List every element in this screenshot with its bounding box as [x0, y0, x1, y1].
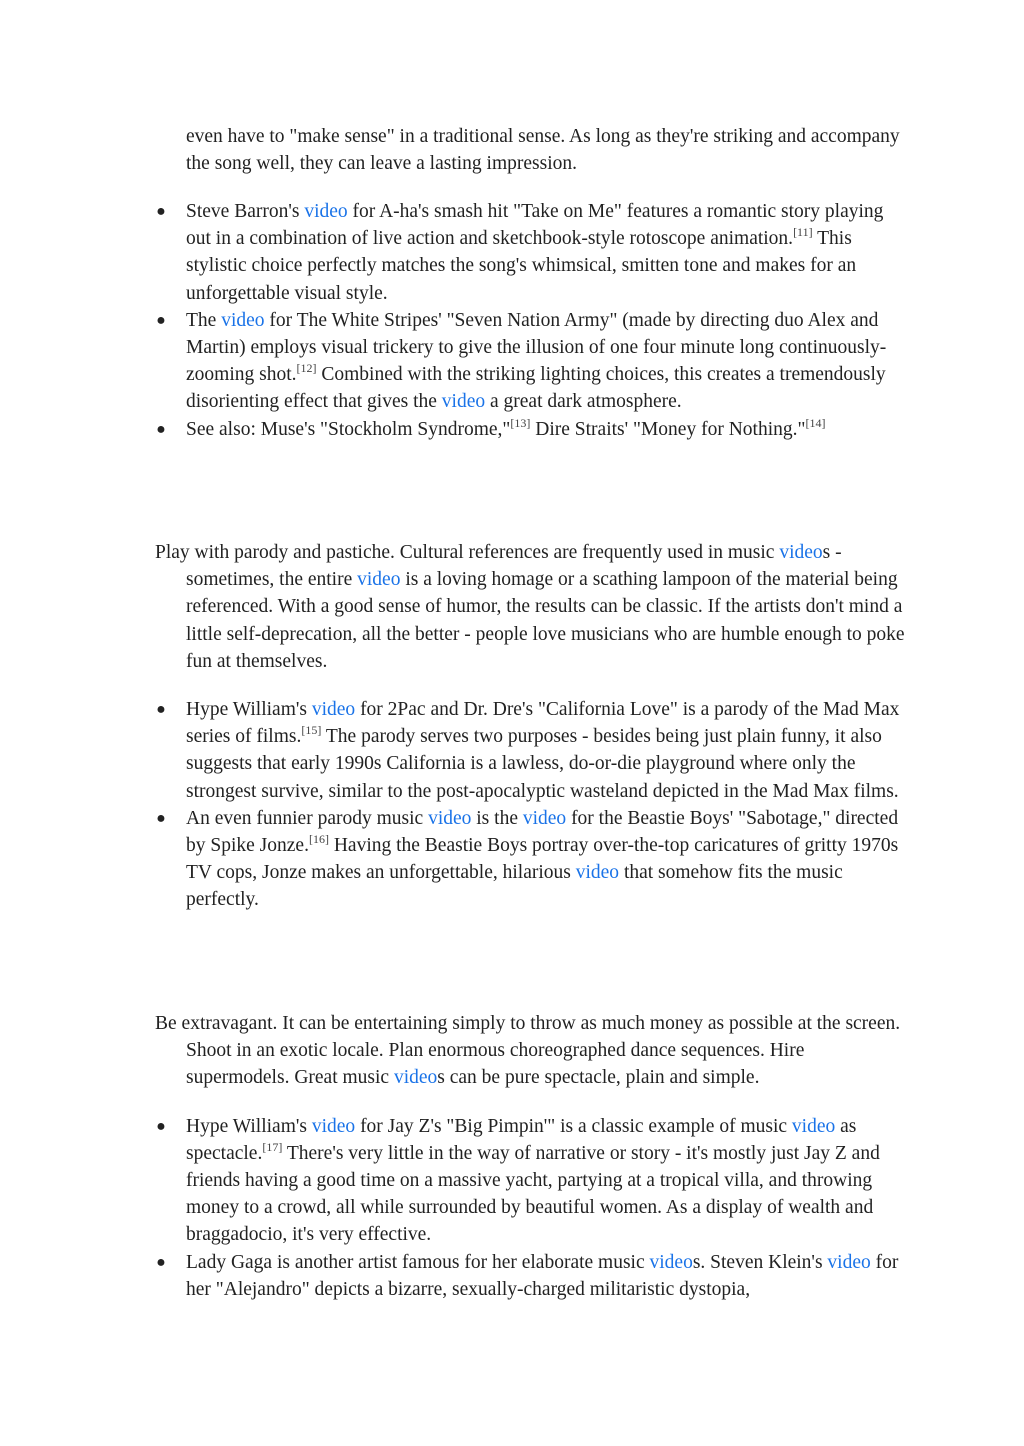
bullet-icon: ●	[156, 1253, 166, 1271]
video-link[interactable]: video	[221, 309, 265, 331]
bullet-item	[155, 416, 905, 443]
text-run: This stylistic choice perfectly matches the song's whimsical, smitten tone and makes for an unforgettable visual style.	[186, 228, 857, 304]
citation-ref: [17]	[262, 1139, 283, 1154]
bullet-item	[155, 198, 905, 307]
text-run: for 2Pac and Dr. Dre's "California Love" is a parody of the Mad Max series of films.	[186, 699, 900, 748]
video-link[interactable]: video	[428, 807, 472, 829]
video-link[interactable]: video	[441, 391, 486, 413]
section-3	[155, 1010, 905, 1303]
text-run: Dire Straits' "Money for Nothing."	[530, 418, 806, 440]
text-run: The	[186, 309, 222, 331]
text-run: Combined with the striking lighting choices, this creates a tremendously disorienting effect that gives the	[186, 364, 886, 413]
text-run: Play with parody and pastiche. Cultural references are frequently used in music	[155, 542, 780, 563]
bullet-icon: ●	[156, 809, 166, 827]
citation-ref: [14]	[805, 415, 826, 430]
bullet-icon: ●	[156, 1117, 166, 1135]
paragraph-continuation	[155, 123, 905, 177]
text-run: See also: Muse's "Stockholm Syndrome,"	[186, 418, 511, 440]
video-link[interactable]: video	[393, 1067, 438, 1089]
citation-ref: [11]	[793, 225, 813, 240]
citation-ref: [15]	[301, 723, 322, 738]
text-run: There's very little in the way of narrative or story - it's mostly just Jay Z and friends having a good time on a massive yacht, partying at a tropical villa, and throwing money to a crowd, all while surrounded by beautiful women. As a display of wealth and braggadocio, it's very effective.	[186, 1142, 880, 1246]
video-link[interactable]: video	[311, 699, 356, 721]
text-run: that somehow fits the music perfectly.	[186, 862, 843, 911]
text-run: Having the Beastie Boys portray over-the-top caricatures of gritty 1970s TV cops, Jonze makes an unforgettable, hilarious	[186, 835, 899, 884]
video-link[interactable]: video	[575, 862, 620, 884]
citation-ref: [16]	[308, 832, 329, 847]
video-link[interactable]: video	[791, 1115, 836, 1137]
bullet-list-3	[155, 1113, 905, 1303]
bullet-item	[155, 1249, 905, 1303]
section-3-paragraph	[155, 1010, 905, 1092]
text-run: is the	[471, 807, 523, 829]
text-run: Hype William's	[186, 699, 312, 721]
section-2	[155, 539, 905, 914]
text-run: Be extravagant. It can be entertaining simply to throw as much money as possible at the screen. Shoot in an exotic locale. Plan enormous choreographed dance sequences. Hire supermodels. Great music	[155, 1013, 901, 1089]
video-link[interactable]: video	[357, 569, 401, 591]
text-run: even have to "make sense" in a traditional sense. As long as they're striking and accompany the song well, they can leave a lasting impression.	[186, 126, 900, 175]
section-1	[155, 198, 905, 443]
bullet-item	[155, 696, 905, 805]
video-link[interactable]: video	[311, 1115, 356, 1137]
citation-ref: [12]	[296, 361, 317, 376]
bullet-item	[155, 805, 905, 914]
text-run: s - sometimes, the entire	[186, 542, 842, 591]
bullet-icon: ●	[156, 311, 166, 329]
bullet-icon: ●	[156, 420, 166, 438]
video-link[interactable]: video	[649, 1251, 693, 1273]
bullet-item	[155, 307, 905, 416]
text-run: for the Beastie Boys' "Sabotage," directed by Spike Jonze.	[186, 807, 899, 857]
bullet-icon: ●	[156, 701, 166, 719]
text-run: An even funnier parody music	[186, 807, 429, 829]
video-link[interactable]: video	[304, 201, 348, 222]
citation-ref: [13]	[510, 415, 531, 430]
text-run: Steve Barron's	[186, 201, 305, 222]
text-run: Hype William's	[186, 1115, 312, 1137]
text-run: for Jay Z's "Big Pimpin'" is a classic example of music	[355, 1115, 792, 1137]
intro-continuation	[155, 123, 905, 177]
video-link[interactable]: video	[522, 807, 567, 829]
text-run: a great dark atmosphere.	[485, 391, 682, 413]
bullet-list-1	[155, 198, 905, 443]
text-run: is a loving homage or a scathing lampoon of the material being referenced. With a good sense of humor, the results can be classic. If the artists don't mind a little self-deprecation, all the better - people love musicians who are humble enough to poke fun at themselves.	[186, 569, 905, 672]
text-run: s can be pure spectacle, plain and simple.	[437, 1067, 760, 1089]
section-2-paragraph	[155, 539, 905, 675]
bullet-list-2	[155, 696, 905, 914]
text-run: Lady Gaga is another artist famous for her elaborate music	[186, 1251, 650, 1273]
text-run: for The White Stripes' "Seven Nation Army" (made by directing duo Alex and Martin) employs visual trickery to give the illusion of one four minute long continuously-zooming shot.	[186, 309, 887, 386]
bullet-icon: ●	[156, 203, 166, 220]
text-run: for A-ha's smash hit "Take on Me" features a romantic story playing out in a combination of live action and sketchbook-style rotoscope animation.	[186, 201, 884, 250]
text-run: s. Steven Klein's	[692, 1251, 828, 1273]
text-run: The parody serves two purposes - besides being just plain funny, it also suggests that early 1990s California is a lawless, do-or-die playground where only the strongest survive, similar to the post-apocalyptic wasteland depicted in the Mad Max films.	[186, 726, 899, 802]
video-link[interactable]: video	[779, 542, 823, 563]
video-link[interactable]: video	[827, 1251, 871, 1273]
text-run: as spectacle.	[186, 1115, 857, 1164]
text-run: for her "Alejandro" depicts a bizarre, sexually-charged militaristic dystopia,	[186, 1251, 899, 1300]
bullet-item	[155, 1113, 905, 1249]
